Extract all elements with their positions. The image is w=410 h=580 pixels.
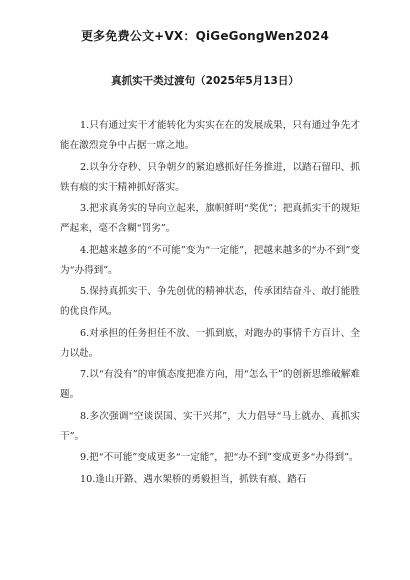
paragraph-item-6: 6.对承担的任务担任不放、一抓到底，对跑办的事情千方百计、全力以赴。 <box>60 327 360 359</box>
paragraph-item-5: 5.保持真抓实干、争先创优的精神状态，传承团结奋斗、敢打能胜的优良作风。 <box>60 286 360 317</box>
paragraph-item-1: 1.只有通过实干才能转化为实实在在的发展成果，只有通过争先才能在激烈竞争中占据一席之地。 <box>60 120 360 151</box>
paragraph-item-4: 4.把越来越多的“不可能”变为“一定能”，把越来越多的“办不到”变为“办得到”。 <box>60 244 360 276</box>
document-title: 真抓实干类过渡句（2025年5月13日） <box>111 75 299 87</box>
paragraph-item-3: 3.把求真务实的导向立起来，旗帜鲜明“奖优”；把真抓实干的规矩严起来，毫不含糊“罚劣”。 <box>60 203 360 234</box>
promo-header: 更多免费公文+VX：QiGeGongWen2024 <box>80 29 329 43</box>
paragraph-item-7: 7.以“有没有”的审慎态度把准方向，用“怎么干”的创新思维破解难题。 <box>60 369 360 400</box>
paragraph-item-2: 2.以争分夺秒、只争朝夕的紧迫感抓好任务推进，以踏石留印、抓铁有痕的实干精神抓好落实。 <box>60 161 360 193</box>
paragraph-item-9: 9.把“不可能”变成更多“一定能”，把“办不到”变成更多“办得到”。 <box>80 452 359 463</box>
document-body <box>60 116 360 491</box>
paragraph-item-8: 8.多次强调“空谈误国、实干兴邦”，大力倡导“马上就办、真抓实干”。 <box>60 410 360 442</box>
paragraph-item-10: 10.逢山开路、遇水架桥的勇毅担当，抓铁有痕、踏石 <box>80 473 307 485</box>
